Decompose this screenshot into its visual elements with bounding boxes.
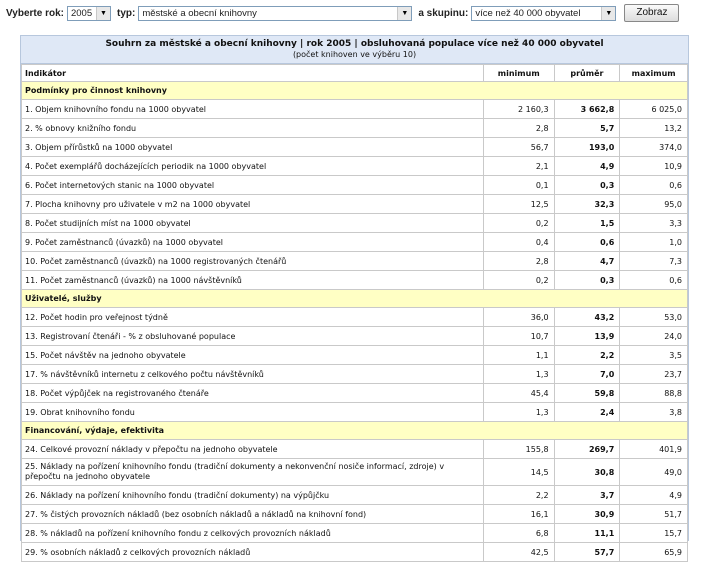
- indicator-cell: 1. Objem knihovního fondu na 1000 obyvatel: [22, 100, 484, 119]
- column-header-minimum: minimum: [483, 65, 554, 82]
- report-subtitle: (počet knihoven ve výběru 10): [292, 50, 417, 59]
- table-row: [22, 308, 688, 327]
- maximum-cell: 65,9: [620, 543, 688, 562]
- table-row: [22, 384, 688, 403]
- table-row: [22, 214, 688, 233]
- indicator-cell: 28. % nákladů na pořízení knihovního fondu z celkových provozních nákladů: [22, 524, 484, 543]
- minimum-cell: 56,7: [483, 138, 554, 157]
- maximum-cell: 88,8: [620, 384, 688, 403]
- average-cell: 0,3: [554, 271, 620, 290]
- filter-bar: [6, 3, 706, 23]
- indicator-cell: 6. Počet internetových stanic na 1000 obyvatel: [22, 176, 484, 195]
- average-cell: 30,9: [554, 505, 620, 524]
- year-select[interactable]: [67, 6, 111, 21]
- minimum-cell: 0,2: [483, 214, 554, 233]
- minimum-cell: 45,4: [483, 384, 554, 403]
- report-panel: [20, 35, 689, 557]
- column-header-average: průměr: [554, 65, 620, 82]
- table-row: [22, 403, 688, 422]
- indicator-cell: 19. Obrat knihovního fondu: [22, 403, 484, 422]
- maximum-cell: 53,0: [620, 308, 688, 327]
- group-select-value: více než 40 000 obyvatel: [475, 7, 581, 19]
- maximum-cell: 401,9: [620, 440, 688, 459]
- indicator-cell: 8. Počet studijních míst na 1000 obyvatel: [22, 214, 484, 233]
- category-row: [22, 290, 688, 308]
- maximum-cell: 24,0: [620, 327, 688, 346]
- table-row: [22, 524, 688, 543]
- minimum-cell: 1,1: [483, 346, 554, 365]
- minimum-cell: 42,5: [483, 543, 554, 562]
- minimum-cell: 1,3: [483, 365, 554, 384]
- table-row: [22, 195, 688, 214]
- chevron-down-icon[interactable]: ▼: [601, 7, 615, 20]
- type-select[interactable]: [138, 6, 412, 21]
- average-cell: 269,7: [554, 440, 620, 459]
- maximum-cell: 49,0: [620, 459, 688, 486]
- minimum-cell: 155,8: [483, 440, 554, 459]
- indicator-cell: 17. % návštěvníků internetu z celkového počtu návštěvníků: [22, 365, 484, 384]
- report-title: Souhrn za městské a obecní knihovny | rok 2005 | obsluhovaná populace více než 40 000 obyvatel: [105, 39, 604, 49]
- indicator-cell: 15. Počet návštěv na jednoho obyvatele: [22, 346, 484, 365]
- average-cell: 193,0: [554, 138, 620, 157]
- average-cell: 3,7: [554, 486, 620, 505]
- chevron-down-icon[interactable]: ▼: [96, 7, 110, 20]
- average-cell: 0,3: [554, 176, 620, 195]
- average-cell: 30,8: [554, 459, 620, 486]
- average-cell: 4,7: [554, 252, 620, 271]
- show-button[interactable]: Zobraz: [624, 4, 679, 22]
- table-row: [22, 459, 688, 486]
- maximum-cell: 13,2: [620, 119, 688, 138]
- table-row: [22, 346, 688, 365]
- chevron-down-icon[interactable]: ▼: [397, 7, 411, 20]
- maximum-cell: 3,5: [620, 346, 688, 365]
- average-cell: 11,1: [554, 524, 620, 543]
- average-cell: 13,9: [554, 327, 620, 346]
- maximum-cell: 374,0: [620, 138, 688, 157]
- table-row: [22, 505, 688, 524]
- table-row: [22, 327, 688, 346]
- type-label: typ:: [116, 7, 136, 19]
- minimum-cell: 0,4: [483, 233, 554, 252]
- report-header: [21, 36, 688, 64]
- table-row: [22, 157, 688, 176]
- table-row: [22, 138, 688, 157]
- average-cell: 43,2: [554, 308, 620, 327]
- average-cell: 5,7: [554, 119, 620, 138]
- indicator-cell: 7. Plocha knihovny pro uživatele v m2 na 1000 obyvatel: [22, 195, 484, 214]
- category-row: [22, 422, 688, 440]
- table-row: [22, 440, 688, 459]
- average-cell: 0,6: [554, 233, 620, 252]
- indicator-cell: 13. Registrovaní čtenáři - % z obsluhované populace: [22, 327, 484, 346]
- minimum-cell: 1,3: [483, 403, 554, 422]
- minimum-cell: 0,2: [483, 271, 554, 290]
- maximum-cell: 3,8: [620, 403, 688, 422]
- minimum-cell: 0,1: [483, 176, 554, 195]
- maximum-cell: 0,6: [620, 271, 688, 290]
- indicator-cell: 2. % obnovy knižního fondu: [22, 119, 484, 138]
- average-cell: 3 662,8: [554, 100, 620, 119]
- indicator-cell: 29. % osobních nákladů z celkových provozních nákladů: [22, 543, 484, 562]
- minimum-cell: 2,2: [483, 486, 554, 505]
- maximum-cell: 95,0: [620, 195, 688, 214]
- indicator-cell: 11. Počet zaměstnanců (úvazků) na 1000 návštěvníků: [22, 271, 484, 290]
- average-cell: 2,4: [554, 403, 620, 422]
- average-cell: 2,2: [554, 346, 620, 365]
- year-select-value: 2005: [70, 7, 93, 19]
- indicator-cell: 4. Počet exemplářů docházejících periodik na 1000 obyvatel: [22, 157, 484, 176]
- category-title: Financování, výdaje, efektivita: [22, 422, 688, 440]
- table-row: [22, 100, 688, 119]
- indicator-cell: 24. Celkové provozní náklady v přepočtu na jednoho obyvatele: [22, 440, 484, 459]
- minimum-cell: 14,5: [483, 459, 554, 486]
- table-row: [22, 233, 688, 252]
- indicator-cell: 3. Objem přírůstků na 1000 obyvatel: [22, 138, 484, 157]
- average-cell: 1,5: [554, 214, 620, 233]
- maximum-cell: 15,7: [620, 524, 688, 543]
- maximum-cell: 51,7: [620, 505, 688, 524]
- indicator-table: [21, 64, 688, 562]
- minimum-cell: 6,8: [483, 524, 554, 543]
- maximum-cell: 6 025,0: [620, 100, 688, 119]
- minimum-cell: 36,0: [483, 308, 554, 327]
- minimum-cell: 2,8: [483, 252, 554, 271]
- indicator-cell: 26. Náklady na pořízení knihovního fondu (tradiční dokumenty) na výpůjčku: [22, 486, 484, 505]
- table-row: [22, 486, 688, 505]
- maximum-cell: 23,7: [620, 365, 688, 384]
- group-select[interactable]: [471, 6, 616, 21]
- average-cell: 32,3: [554, 195, 620, 214]
- maximum-cell: 4,9: [620, 486, 688, 505]
- minimum-cell: 2 160,3: [483, 100, 554, 119]
- indicator-cell: 27. % čistých provozních nákladů (bez osobních nákladů a nákladů na knihovní fond): [22, 505, 484, 524]
- table-header-row: [22, 65, 688, 82]
- maximum-cell: 1,0: [620, 233, 688, 252]
- table-row: [22, 543, 688, 562]
- minimum-cell: 10,7: [483, 327, 554, 346]
- column-header-indicator: Indikátor: [22, 65, 484, 82]
- table-row: [22, 252, 688, 271]
- minimum-cell: 2,8: [483, 119, 554, 138]
- average-cell: 57,7: [554, 543, 620, 562]
- minimum-cell: 12,5: [483, 195, 554, 214]
- type-select-value: městské a obecní knihovny: [142, 7, 257, 19]
- year-label: Vyberte rok:: [6, 7, 64, 19]
- indicator-cell: 25. Náklady na pořízení knihovního fondu (tradiční dokumenty a nekonvenční nosiče informací, zdroje) v přepočtu na jednoho obyvatele: [22, 459, 484, 486]
- group-label: a skupinu:: [418, 7, 469, 19]
- table-row: [22, 365, 688, 384]
- minimum-cell: 2,1: [483, 157, 554, 176]
- average-cell: 59,8: [554, 384, 620, 403]
- table-row: [22, 271, 688, 290]
- column-header-maximum: maximum: [620, 65, 688, 82]
- average-cell: 7,0: [554, 365, 620, 384]
- indicator-cell: 9. Počet zaměstnanců (úvazků) na 1000 obyvatel: [22, 233, 484, 252]
- category-title: Uživatelé, služby: [22, 290, 688, 308]
- maximum-cell: 3,3: [620, 214, 688, 233]
- minimum-cell: 16,1: [483, 505, 554, 524]
- category-title: Podmínky pro činnost knihovny: [22, 82, 688, 100]
- average-cell: 4,9: [554, 157, 620, 176]
- maximum-cell: 7,3: [620, 252, 688, 271]
- table-body: [22, 82, 688, 562]
- table-row: [22, 119, 688, 138]
- indicator-cell: 12. Počet hodin pro veřejnost týdně: [22, 308, 484, 327]
- category-row: [22, 82, 688, 100]
- maximum-cell: 10,9: [620, 157, 688, 176]
- maximum-cell: 0,6: [620, 176, 688, 195]
- table-row: [22, 176, 688, 195]
- indicator-cell: 10. Počet zaměstnanců (úvazků) na 1000 registrovaných čtenářů: [22, 252, 484, 271]
- indicator-cell: 18. Počet výpůjček na registrovaného čtenáře: [22, 384, 484, 403]
